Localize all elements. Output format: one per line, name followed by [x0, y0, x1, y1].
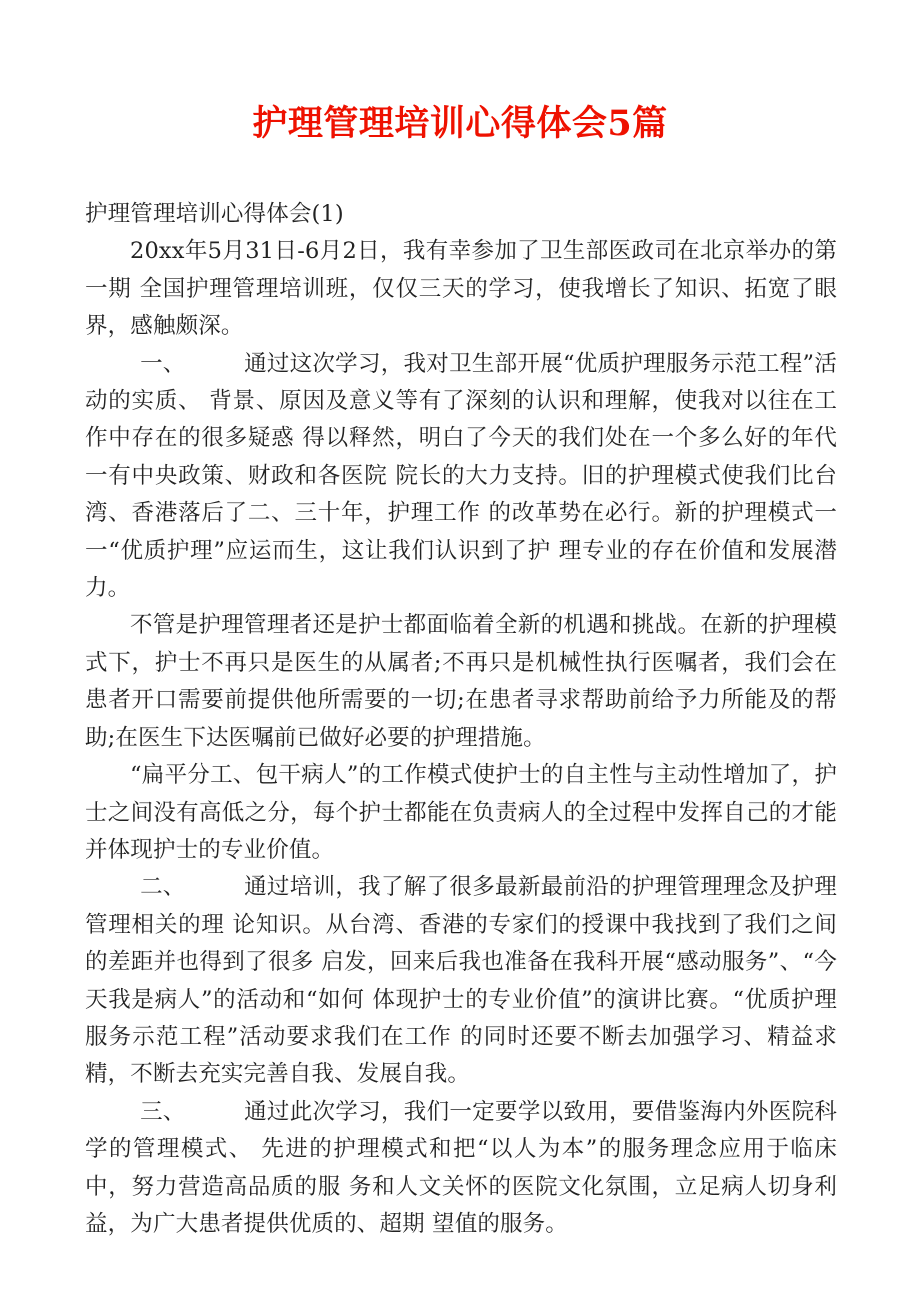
- section-1-text: 通过这次学习，我对卫生部开展“优质护理服务示范工程”活动的实质、 背景、原因及意义等有了深刻的认识和理解，使我对以往在工作中存在的很多疑惑 得以释然，明白了今天的我们处在一个多么好的年代一有中央政策、财政和各医院 院长的大力支持。旧的护理模式使我们比台湾、香港落后了二、三十年，护理工作 的改革势在必行。新的护理模式一一“优质护理”应运而生，这让我们认识到了护 理专业的存在价值和发展潜力。: [85, 350, 837, 602]
- section-number-1: 一、: [140, 350, 186, 377]
- section-subtitle: [85, 196, 837, 233]
- section-2-text: 通过培训，我了解了很多最新最前沿的护理管理理念及护理管理相关的理 论知识。从台湾、香港的专家们的授课中我找到了我们之间的差距并也得到了很多 启发，回来后我也准备在我科开展“感动服务”、“今天我是病人”的活动和“如何 体现护士的专业价值”的演讲比赛。“优质护理服务示范工程”活动要求我们在工作 的同时还要不断去加强学习、精益求精，不断去充实完善自我、发展自我。: [85, 874, 837, 1088]
- paragraph-section-1: [85, 346, 837, 608]
- page-title: 护理管理培训心得体会5篇: [252, 103, 668, 144]
- section-number-2: 二、: [140, 874, 186, 901]
- paragraph-intro: 20xx年5月31日-6月2日，我有幸参加了卫生部医政司在北京举办的第一期 全国护理管理培训班，仅仅三天的学习，使我增长了知识、拓宽了眼界，感触颇深。: [85, 238, 837, 340]
- paragraph-opportunity: 不管是护理管理者还是护士都面临着全新的机遇和挑战。在新的护理模式下，护士不再只是医生的从属者;不再只是机械性执行医嘱者，我们会在患者开口需要前提供他所需要的一切;在患者寻求帮助前给予力所能及的帮助;在医生下达医嘱前已做好必要的护理措施。: [85, 612, 837, 751]
- document-body: [85, 196, 837, 1243]
- subtitle-text: 护理管理培训心得体会(1): [85, 201, 344, 227]
- section-3-text: 通过此次学习，我们一定要学以致用，要借鉴海内外医院科学的管理模式、 先进的护理模式和把“以人为本”的服务理念应用于临床中，努力营造高品质的服 务和人文关怀的医院文化氛围，立足病人切身利益，为广大患者提供优质的、超期 望值的服务。: [85, 1098, 837, 1237]
- paragraph-flat-division: “扁平分工、包干病人”的工作模式使护士的自主性与主动性增加了，护士之间没有高低之分，每个护士都能在负责病人的全过程中发挥自己的才能并体现护士的专业价值。: [85, 762, 837, 863]
- paragraph-section-2: [85, 869, 837, 1093]
- paragraph-section-3: [85, 1094, 837, 1244]
- section-number-3: 三、: [140, 1098, 186, 1125]
